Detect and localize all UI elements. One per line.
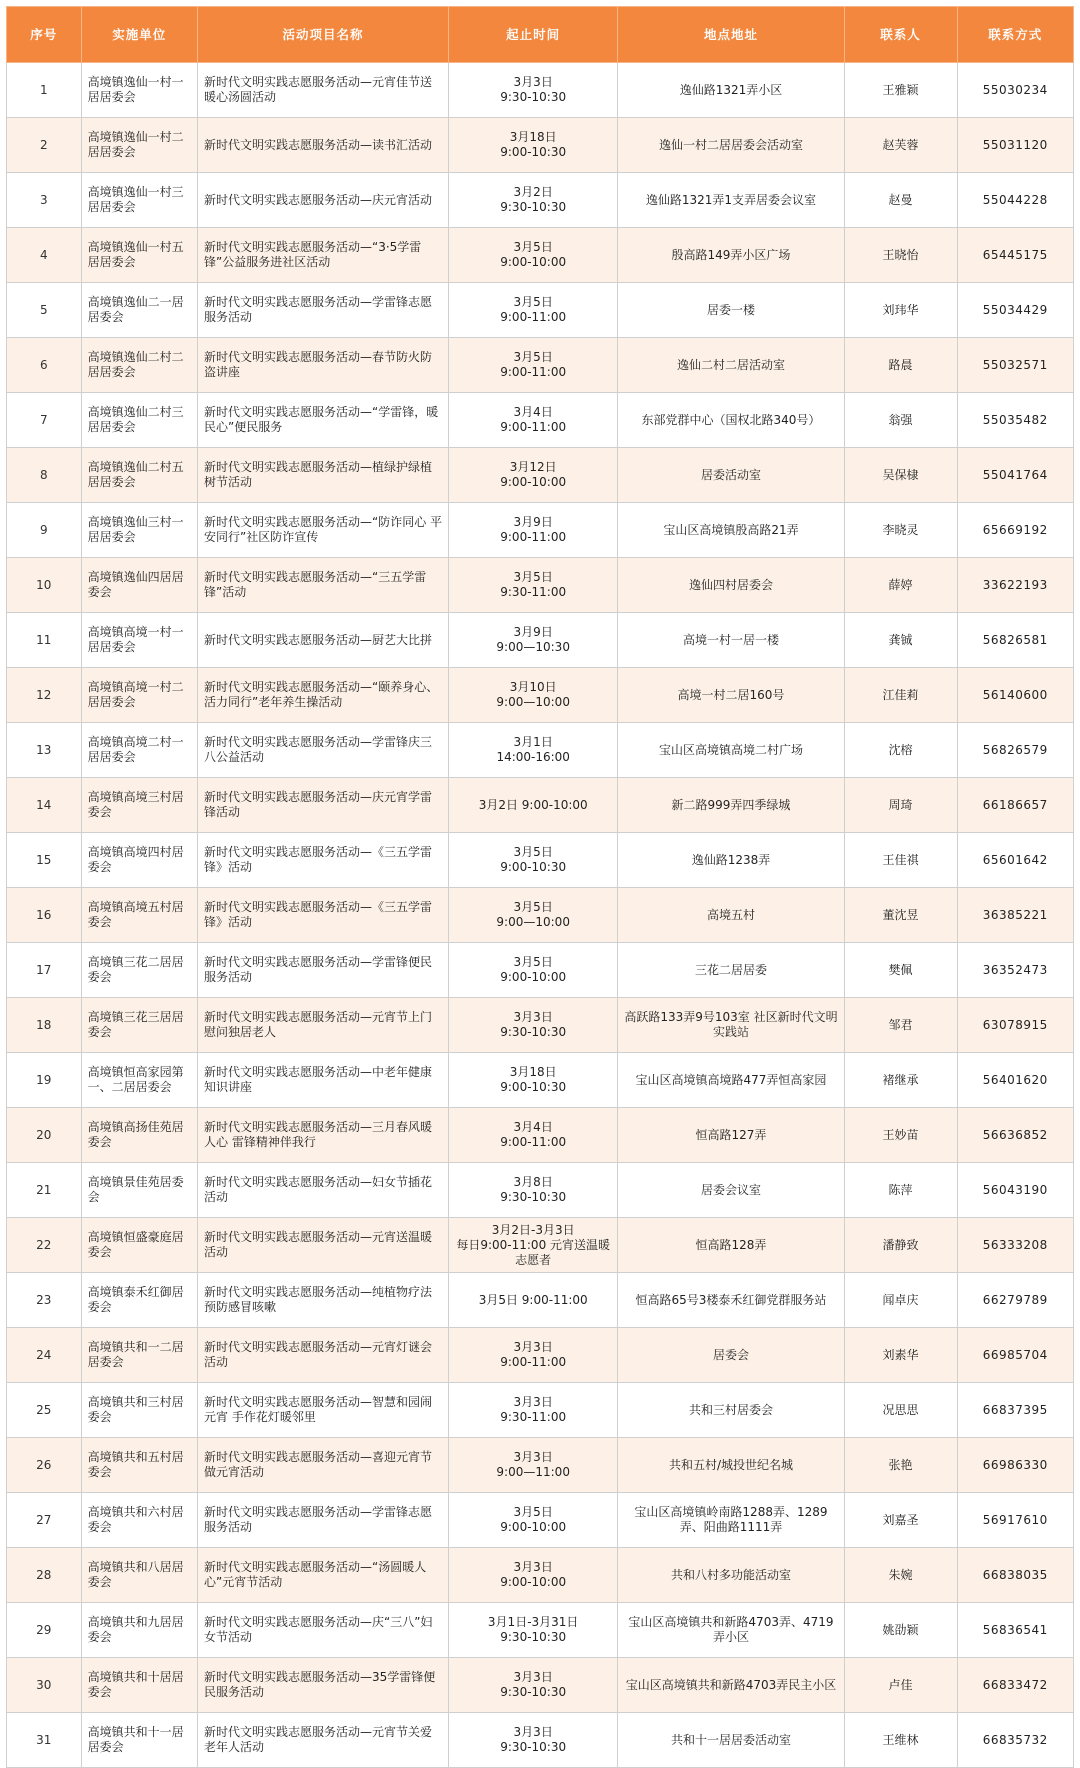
row-number: 5 xyxy=(7,283,82,338)
contact-person: 褚继承 xyxy=(844,1053,957,1108)
activity-address: 共和八村多功能活动室 xyxy=(618,1548,844,1603)
table-row xyxy=(7,1493,1074,1548)
row-number: 19 xyxy=(7,1053,82,1108)
activity-time: 3月18日 9:00-10:30 xyxy=(448,1053,618,1108)
table-row xyxy=(7,228,1074,283)
activity-time: 3月3日 9:00-10:00 xyxy=(448,1548,618,1603)
row-number: 12 xyxy=(7,668,82,723)
contact-phone: 55031120 xyxy=(957,118,1073,173)
activity-time: 3月3日 9:00-11:00 xyxy=(448,1328,618,1383)
activity-name: 新时代文明实践志愿服务活动—元宵灯谜会活动 xyxy=(198,1328,449,1383)
contact-person: 樊佩 xyxy=(844,943,957,998)
implementing-unit: 高境镇逸仙二村三居居委会 xyxy=(81,393,197,448)
table-row xyxy=(7,1438,1074,1493)
activity-time: 3月2日 9:30-10:30 xyxy=(448,173,618,228)
contact-phone: 55032571 xyxy=(957,338,1073,393)
implementing-unit: 高境镇共和十一居居委会 xyxy=(81,1713,197,1768)
contact-phone: 65445175 xyxy=(957,228,1073,283)
row-number: 14 xyxy=(7,778,82,833)
contact-person: 王晓怡 xyxy=(844,228,957,283)
table-row xyxy=(7,778,1074,833)
activity-name: 新时代文明实践志愿服务活动—春节防火防盗讲座 xyxy=(198,338,449,393)
implementing-unit: 高境镇三花二居居委会 xyxy=(81,943,197,998)
contact-phone: 56043190 xyxy=(957,1163,1073,1218)
activity-time: 3月5日 9:00-10:00 xyxy=(448,1493,618,1548)
implementing-unit: 高境镇高境二村一居居委会 xyxy=(81,723,197,778)
contact-person: 朱婉 xyxy=(844,1548,957,1603)
activity-time: 3月9日 9:00—10:30 xyxy=(448,613,618,668)
activity-name: 新时代文明实践志愿服务活动—庆“三八”妇女节活动 xyxy=(198,1603,449,1658)
header-address: 地点地址 xyxy=(618,7,844,63)
contact-person: 龚铖 xyxy=(844,613,957,668)
activity-address: 居委一楼 xyxy=(618,283,844,338)
activity-name: 新时代文明实践志愿服务活动—元宵送温暖活动 xyxy=(198,1218,449,1273)
activity-time: 3月8日 9:30-10:30 xyxy=(448,1163,618,1218)
activity-name: 新时代文明实践志愿服务活动—“汤圆暖人心”元宵节活动 xyxy=(198,1548,449,1603)
implementing-unit: 高境镇共和八居居委会 xyxy=(81,1548,197,1603)
implementing-unit: 高境镇高境五村居委会 xyxy=(81,888,197,943)
activity-address: 宝山区高境镇岭南路1288弄、1289弄、阳曲路1111弄 xyxy=(618,1493,844,1548)
contact-person: 王雅颖 xyxy=(844,63,957,118)
contact-person: 卢佳 xyxy=(844,1658,957,1713)
table-row xyxy=(7,1328,1074,1383)
contact-phone: 66986330 xyxy=(957,1438,1073,1493)
activity-address: 宝山区高境镇殷高路21弄 xyxy=(618,503,844,558)
activity-time: 3月5日 9:00-10:00 xyxy=(448,228,618,283)
contact-phone: 56140600 xyxy=(957,668,1073,723)
contact-phone: 55034429 xyxy=(957,283,1073,338)
implementing-unit: 高境镇逸仙一村二居居委会 xyxy=(81,118,197,173)
implementing-unit: 高境镇共和九居居委会 xyxy=(81,1603,197,1658)
implementing-unit: 高境镇逸仙一村五居居委会 xyxy=(81,228,197,283)
table-row xyxy=(7,63,1074,118)
header-row xyxy=(7,7,1074,63)
contact-person: 王妙苗 xyxy=(844,1108,957,1163)
activity-name: 新时代文明实践志愿服务活动—元宵节关爱老年人活动 xyxy=(198,1713,449,1768)
implementing-unit: 高境镇高扬佳苑居委会 xyxy=(81,1108,197,1163)
contact-person: 路晨 xyxy=(844,338,957,393)
activity-address: 高跃路133弄9号103室 社区新时代文明实践站 xyxy=(618,998,844,1053)
activity-time: 3月3日 9:30-10:30 xyxy=(448,998,618,1053)
table-row xyxy=(7,173,1074,228)
table-row xyxy=(7,118,1074,173)
contact-phone: 33622193 xyxy=(957,558,1073,613)
contact-person: 刘玮华 xyxy=(844,283,957,338)
contact-person: 刘素华 xyxy=(844,1328,957,1383)
activity-address: 逸仙二村二居活动室 xyxy=(618,338,844,393)
activity-name: 新时代文明实践志愿服务活动—“学雷锋，暖民心”便民服务 xyxy=(198,393,449,448)
contact-person: 张艳 xyxy=(844,1438,957,1493)
row-number: 7 xyxy=(7,393,82,448)
header-unit: 实施单位 xyxy=(81,7,197,63)
activity-address: 居委会议室 xyxy=(618,1163,844,1218)
contact-person: 邹君 xyxy=(844,998,957,1053)
contact-phone: 66279789 xyxy=(957,1273,1073,1328)
activity-name: 新时代文明实践志愿服务活动—妇女节插花活动 xyxy=(198,1163,449,1218)
activity-name: 新时代文明实践志愿服务活动—厨艺大比拼 xyxy=(198,613,449,668)
activity-address: 逸仙路1321弄1支弄居委会议室 xyxy=(618,173,844,228)
activity-time: 3月12日 9:00-10:00 xyxy=(448,448,618,503)
activity-time: 3月4日 9:00-11:00 xyxy=(448,1108,618,1163)
implementing-unit: 高境镇逸仙四居居委会 xyxy=(81,558,197,613)
implementing-unit: 高境镇高境四村居委会 xyxy=(81,833,197,888)
activity-time: 3月18日 9:00-10:30 xyxy=(448,118,618,173)
table-row xyxy=(7,1053,1074,1108)
activity-time: 3月1日-3月31日 9:30-10:30 xyxy=(448,1603,618,1658)
table-row xyxy=(7,723,1074,778)
implementing-unit: 高境镇恒盛豪庭居委会 xyxy=(81,1218,197,1273)
row-number: 17 xyxy=(7,943,82,998)
contact-person: 薛婷 xyxy=(844,558,957,613)
activity-address: 逸仙路1238弄 xyxy=(618,833,844,888)
activity-address: 宝山区高境镇高境路477弄恒高家园 xyxy=(618,1053,844,1108)
contact-person: 潘静致 xyxy=(844,1218,957,1273)
implementing-unit: 高境镇三花三居居委会 xyxy=(81,998,197,1053)
contact-phone: 66985704 xyxy=(957,1328,1073,1383)
activity-address: 高境一村二居160号 xyxy=(618,668,844,723)
table-row xyxy=(7,668,1074,723)
row-number: 15 xyxy=(7,833,82,888)
header-contact: 联系人 xyxy=(844,7,957,63)
implementing-unit: 高境镇共和十居居委会 xyxy=(81,1658,197,1713)
row-number: 11 xyxy=(7,613,82,668)
implementing-unit: 高境镇共和三村居委会 xyxy=(81,1383,197,1438)
activity-name: 新时代文明实践志愿服务活动—智慧和园闹元宵 手作花灯暖邻里 xyxy=(198,1383,449,1438)
activity-address: 宝山区高境镇共和新路4703弄、4719弄小区 xyxy=(618,1603,844,1658)
contact-phone: 66835732 xyxy=(957,1713,1073,1768)
activity-time: 3月5日 9:00—10:00 xyxy=(448,888,618,943)
activity-time: 3月3日 9:30-10:30 xyxy=(448,1713,618,1768)
activity-name: 新时代文明实践志愿服务活动—《三五学雷锋》活动 xyxy=(198,888,449,943)
activity-address: 三花二居居委 xyxy=(618,943,844,998)
table-row xyxy=(7,1218,1074,1273)
implementing-unit: 高境镇逸仙三村一居居委会 xyxy=(81,503,197,558)
contact-phone: 56826581 xyxy=(957,613,1073,668)
activity-address: 高境一村一居一楼 xyxy=(618,613,844,668)
contact-phone: 55030234 xyxy=(957,63,1073,118)
table-row xyxy=(7,1603,1074,1658)
activity-time: 3月5日 9:00-11:00 xyxy=(448,283,618,338)
contact-person: 赵曼 xyxy=(844,173,957,228)
activity-time: 3月3日 9:00—11:00 xyxy=(448,1438,618,1493)
row-number: 18 xyxy=(7,998,82,1053)
row-number: 16 xyxy=(7,888,82,943)
activity-time: 3月5日 9:30-11:00 xyxy=(448,558,618,613)
contact-person: 沈榕 xyxy=(844,723,957,778)
table-row xyxy=(7,833,1074,888)
contact-person: 刘嘉圣 xyxy=(844,1493,957,1548)
row-number: 2 xyxy=(7,118,82,173)
activity-address: 居委会 xyxy=(618,1328,844,1383)
activity-name: 新时代文明实践志愿服务活动—“防诈同心 平安同行”社区防诈宣传 xyxy=(198,503,449,558)
table-row xyxy=(7,888,1074,943)
contact-phone: 66837395 xyxy=(957,1383,1073,1438)
implementing-unit: 高境镇高境一村二居居委会 xyxy=(81,668,197,723)
row-number: 13 xyxy=(7,723,82,778)
table-row xyxy=(7,393,1074,448)
table-header xyxy=(7,7,1074,63)
row-number: 31 xyxy=(7,1713,82,1768)
table-row xyxy=(7,1163,1074,1218)
contact-phone: 56636852 xyxy=(957,1108,1073,1163)
activity-time: 3月3日 9:30-11:00 xyxy=(448,1383,618,1438)
table-row xyxy=(7,1383,1074,1438)
contact-phone: 66186657 xyxy=(957,778,1073,833)
contact-phone: 56917610 xyxy=(957,1493,1073,1548)
implementing-unit: 高境镇逸仙二一居居委会 xyxy=(81,283,197,338)
activity-name: 新时代文明实践志愿服务活动—元宵节上门慰问独居老人 xyxy=(198,998,449,1053)
activity-address: 共和五村/城投世纪名城 xyxy=(618,1438,844,1493)
activity-time: 3月5日 9:00-10:00 xyxy=(448,943,618,998)
contact-phone: 56333208 xyxy=(957,1218,1073,1273)
row-number: 20 xyxy=(7,1108,82,1163)
contact-person: 陈萍 xyxy=(844,1163,957,1218)
activity-time: 3月3日 9:30-10:30 xyxy=(448,63,618,118)
contact-person: 周琦 xyxy=(844,778,957,833)
activity-name: 新时代文明实践志愿服务活动—读书汇活动 xyxy=(198,118,449,173)
row-number: 22 xyxy=(7,1218,82,1273)
activity-name: 新时代文明实践志愿服务活动—纯植物疗法预防感冒咳嗽 xyxy=(198,1273,449,1328)
contact-person: 董沈昱 xyxy=(844,888,957,943)
contact-person: 闻卓庆 xyxy=(844,1273,957,1328)
contact-phone: 63078915 xyxy=(957,998,1073,1053)
contact-phone: 66838035 xyxy=(957,1548,1073,1603)
activity-name: 新时代文明实践志愿服务活动—“3·5学雷锋”公益服务进社区活动 xyxy=(198,228,449,283)
contact-phone: 36352473 xyxy=(957,943,1073,998)
activity-address: 东部党群中心（国权北路340号） xyxy=(618,393,844,448)
activity-name: 新时代文明实践志愿服务活动—庆元宵学雷锋活动 xyxy=(198,778,449,833)
contact-person: 李晓灵 xyxy=(844,503,957,558)
implementing-unit: 高境镇逸仙二村二居居委会 xyxy=(81,338,197,393)
activity-time: 3月1日 14:00-16:00 xyxy=(448,723,618,778)
activity-name: 新时代文明实践志愿服务活动—学雷锋庆三八公益活动 xyxy=(198,723,449,778)
activity-name: 新时代文明实践志愿服务活动—“三五学雷锋”活动 xyxy=(198,558,449,613)
contact-person: 翁强 xyxy=(844,393,957,448)
activity-time: 3月5日 9:00-11:00 xyxy=(448,1273,618,1328)
activity-address: 逸仙四村居委会 xyxy=(618,558,844,613)
activity-address: 宝山区高境镇高境二村广场 xyxy=(618,723,844,778)
table-row xyxy=(7,1658,1074,1713)
activity-address: 居委活动室 xyxy=(618,448,844,503)
row-number: 23 xyxy=(7,1273,82,1328)
implementing-unit: 高境镇共和一二居居委会 xyxy=(81,1328,197,1383)
contact-phone: 56836541 xyxy=(957,1603,1073,1658)
contact-person: 王维林 xyxy=(844,1713,957,1768)
row-number: 30 xyxy=(7,1658,82,1713)
activity-name: 新时代文明实践志愿服务活动—学雷锋志愿服务活动 xyxy=(198,1493,449,1548)
table-row xyxy=(7,998,1074,1053)
contact-phone: 36385221 xyxy=(957,888,1073,943)
contact-person: 江佳莉 xyxy=(844,668,957,723)
table-row xyxy=(7,1548,1074,1603)
header-time: 起止时间 xyxy=(448,7,618,63)
activity-time: 3月2日-3月3日 每日9:00-11:00 元宵送温暖志愿者 xyxy=(448,1218,618,1273)
implementing-unit: 高境镇逸仙二村五居居委会 xyxy=(81,448,197,503)
activity-address: 新二路999弄四季绿城 xyxy=(618,778,844,833)
activity-address: 共和十一居居委活动室 xyxy=(618,1713,844,1768)
activity-name: 新时代文明实践志愿服务活动—35学雷锋便民服务活动 xyxy=(198,1658,449,1713)
row-number: 9 xyxy=(7,503,82,558)
activity-time: 3月3日 9:30-10:30 xyxy=(448,1658,618,1713)
activity-address: 逸仙路1321弄小区 xyxy=(618,63,844,118)
contact-phone: 55044228 xyxy=(957,173,1073,228)
row-number: 28 xyxy=(7,1548,82,1603)
contact-person: 王佳祺 xyxy=(844,833,957,888)
table-row xyxy=(7,448,1074,503)
implementing-unit: 高境镇泰禾红御居委会 xyxy=(81,1273,197,1328)
table-row xyxy=(7,1273,1074,1328)
table-row xyxy=(7,338,1074,393)
activity-name: 新时代文明实践志愿服务活动—元宵佳节送暖心汤圆活动 xyxy=(198,63,449,118)
activity-name: 新时代文明实践志愿服务活动—《三五学雷锋》活动 xyxy=(198,833,449,888)
activity-address: 逸仙一村二居居委会活动室 xyxy=(618,118,844,173)
activity-address: 恒高路127弄 xyxy=(618,1108,844,1163)
row-number: 8 xyxy=(7,448,82,503)
row-number: 25 xyxy=(7,1383,82,1438)
contact-phone: 55035482 xyxy=(957,393,1073,448)
activity-time: 3月2日 9:00-10:00 xyxy=(448,778,618,833)
implementing-unit: 高境镇共和五村居委会 xyxy=(81,1438,197,1493)
table-row xyxy=(7,943,1074,998)
contact-person: 姚劭颖 xyxy=(844,1603,957,1658)
activity-name: 新时代文明实践志愿服务活动—喜迎元宵节做元宵活动 xyxy=(198,1438,449,1493)
activity-name: 新时代文明实践志愿服务活动—中老年健康知识讲座 xyxy=(198,1053,449,1108)
activity-table-container xyxy=(6,6,1074,1768)
table-row xyxy=(7,503,1074,558)
activity-time: 3月4日 9:00-11:00 xyxy=(448,393,618,448)
implementing-unit: 高境镇景佳苑居委会 xyxy=(81,1163,197,1218)
activity-name: 新时代文明实践志愿服务活动—学雷锋便民服务活动 xyxy=(198,943,449,998)
activity-time: 3月5日 9:00-11:00 xyxy=(448,338,618,393)
table-row xyxy=(7,613,1074,668)
row-number: 29 xyxy=(7,1603,82,1658)
table-body xyxy=(7,63,1074,1768)
activity-address: 恒高路65号3楼泰禾红御党群服务站 xyxy=(618,1273,844,1328)
contact-person: 况思思 xyxy=(844,1383,957,1438)
activity-address: 共和三村居委会 xyxy=(618,1383,844,1438)
activity-time: 3月9日 9:00-11:00 xyxy=(448,503,618,558)
header-name: 活动项目名称 xyxy=(198,7,449,63)
header-no: 序号 xyxy=(7,7,82,63)
table-row xyxy=(7,283,1074,338)
contact-phone: 65601642 xyxy=(957,833,1073,888)
contact-phone: 65669192 xyxy=(957,503,1073,558)
table-row xyxy=(7,1108,1074,1163)
row-number: 10 xyxy=(7,558,82,613)
row-number: 26 xyxy=(7,1438,82,1493)
row-number: 1 xyxy=(7,63,82,118)
row-number: 6 xyxy=(7,338,82,393)
implementing-unit: 高境镇共和六村居委会 xyxy=(81,1493,197,1548)
row-number: 3 xyxy=(7,173,82,228)
implementing-unit: 高境镇恒高家园第一、二居居委会 xyxy=(81,1053,197,1108)
activity-address: 宝山区高境镇共和新路4703弄民主小区 xyxy=(618,1658,844,1713)
activity-time: 3月5日 9:00-10:30 xyxy=(448,833,618,888)
activity-name: 新时代文明实践志愿服务活动—庆元宵活动 xyxy=(198,173,449,228)
contact-phone: 56826579 xyxy=(957,723,1073,778)
activity-address: 恒高路128弄 xyxy=(618,1218,844,1273)
implementing-unit: 高境镇逸仙一村一居居委会 xyxy=(81,63,197,118)
activity-time: 3月10日 9:00—10:00 xyxy=(448,668,618,723)
activity-name: 新时代文明实践志愿服务活动—三月春风暖人心 雷锋精神伴我行 xyxy=(198,1108,449,1163)
table-row xyxy=(7,558,1074,613)
activity-name: 新时代文明实践志愿服务活动—“颐养身心、活力同行”老年养生操活动 xyxy=(198,668,449,723)
implementing-unit: 高境镇高境一村一居居委会 xyxy=(81,613,197,668)
contact-person: 吴保棣 xyxy=(844,448,957,503)
row-number: 24 xyxy=(7,1328,82,1383)
contact-phone: 56401620 xyxy=(957,1053,1073,1108)
activity-table xyxy=(6,6,1074,1768)
activity-address: 高境五村 xyxy=(618,888,844,943)
implementing-unit: 高境镇逸仙一村三居居委会 xyxy=(81,173,197,228)
row-number: 21 xyxy=(7,1163,82,1218)
activity-name: 新时代文明实践志愿服务活动—植绿护绿植树节活动 xyxy=(198,448,449,503)
table-row xyxy=(7,1713,1074,1768)
row-number: 27 xyxy=(7,1493,82,1548)
row-number: 4 xyxy=(7,228,82,283)
implementing-unit: 高境镇高境三村居委会 xyxy=(81,778,197,833)
activity-address: 殷高路149弄小区广场 xyxy=(618,228,844,283)
contact-phone: 55041764 xyxy=(957,448,1073,503)
activity-name: 新时代文明实践志愿服务活动—学雷锋志愿服务活动 xyxy=(198,283,449,338)
contact-phone: 66833472 xyxy=(957,1658,1073,1713)
contact-person: 赵芙蓉 xyxy=(844,118,957,173)
header-phone: 联系方式 xyxy=(957,7,1073,63)
